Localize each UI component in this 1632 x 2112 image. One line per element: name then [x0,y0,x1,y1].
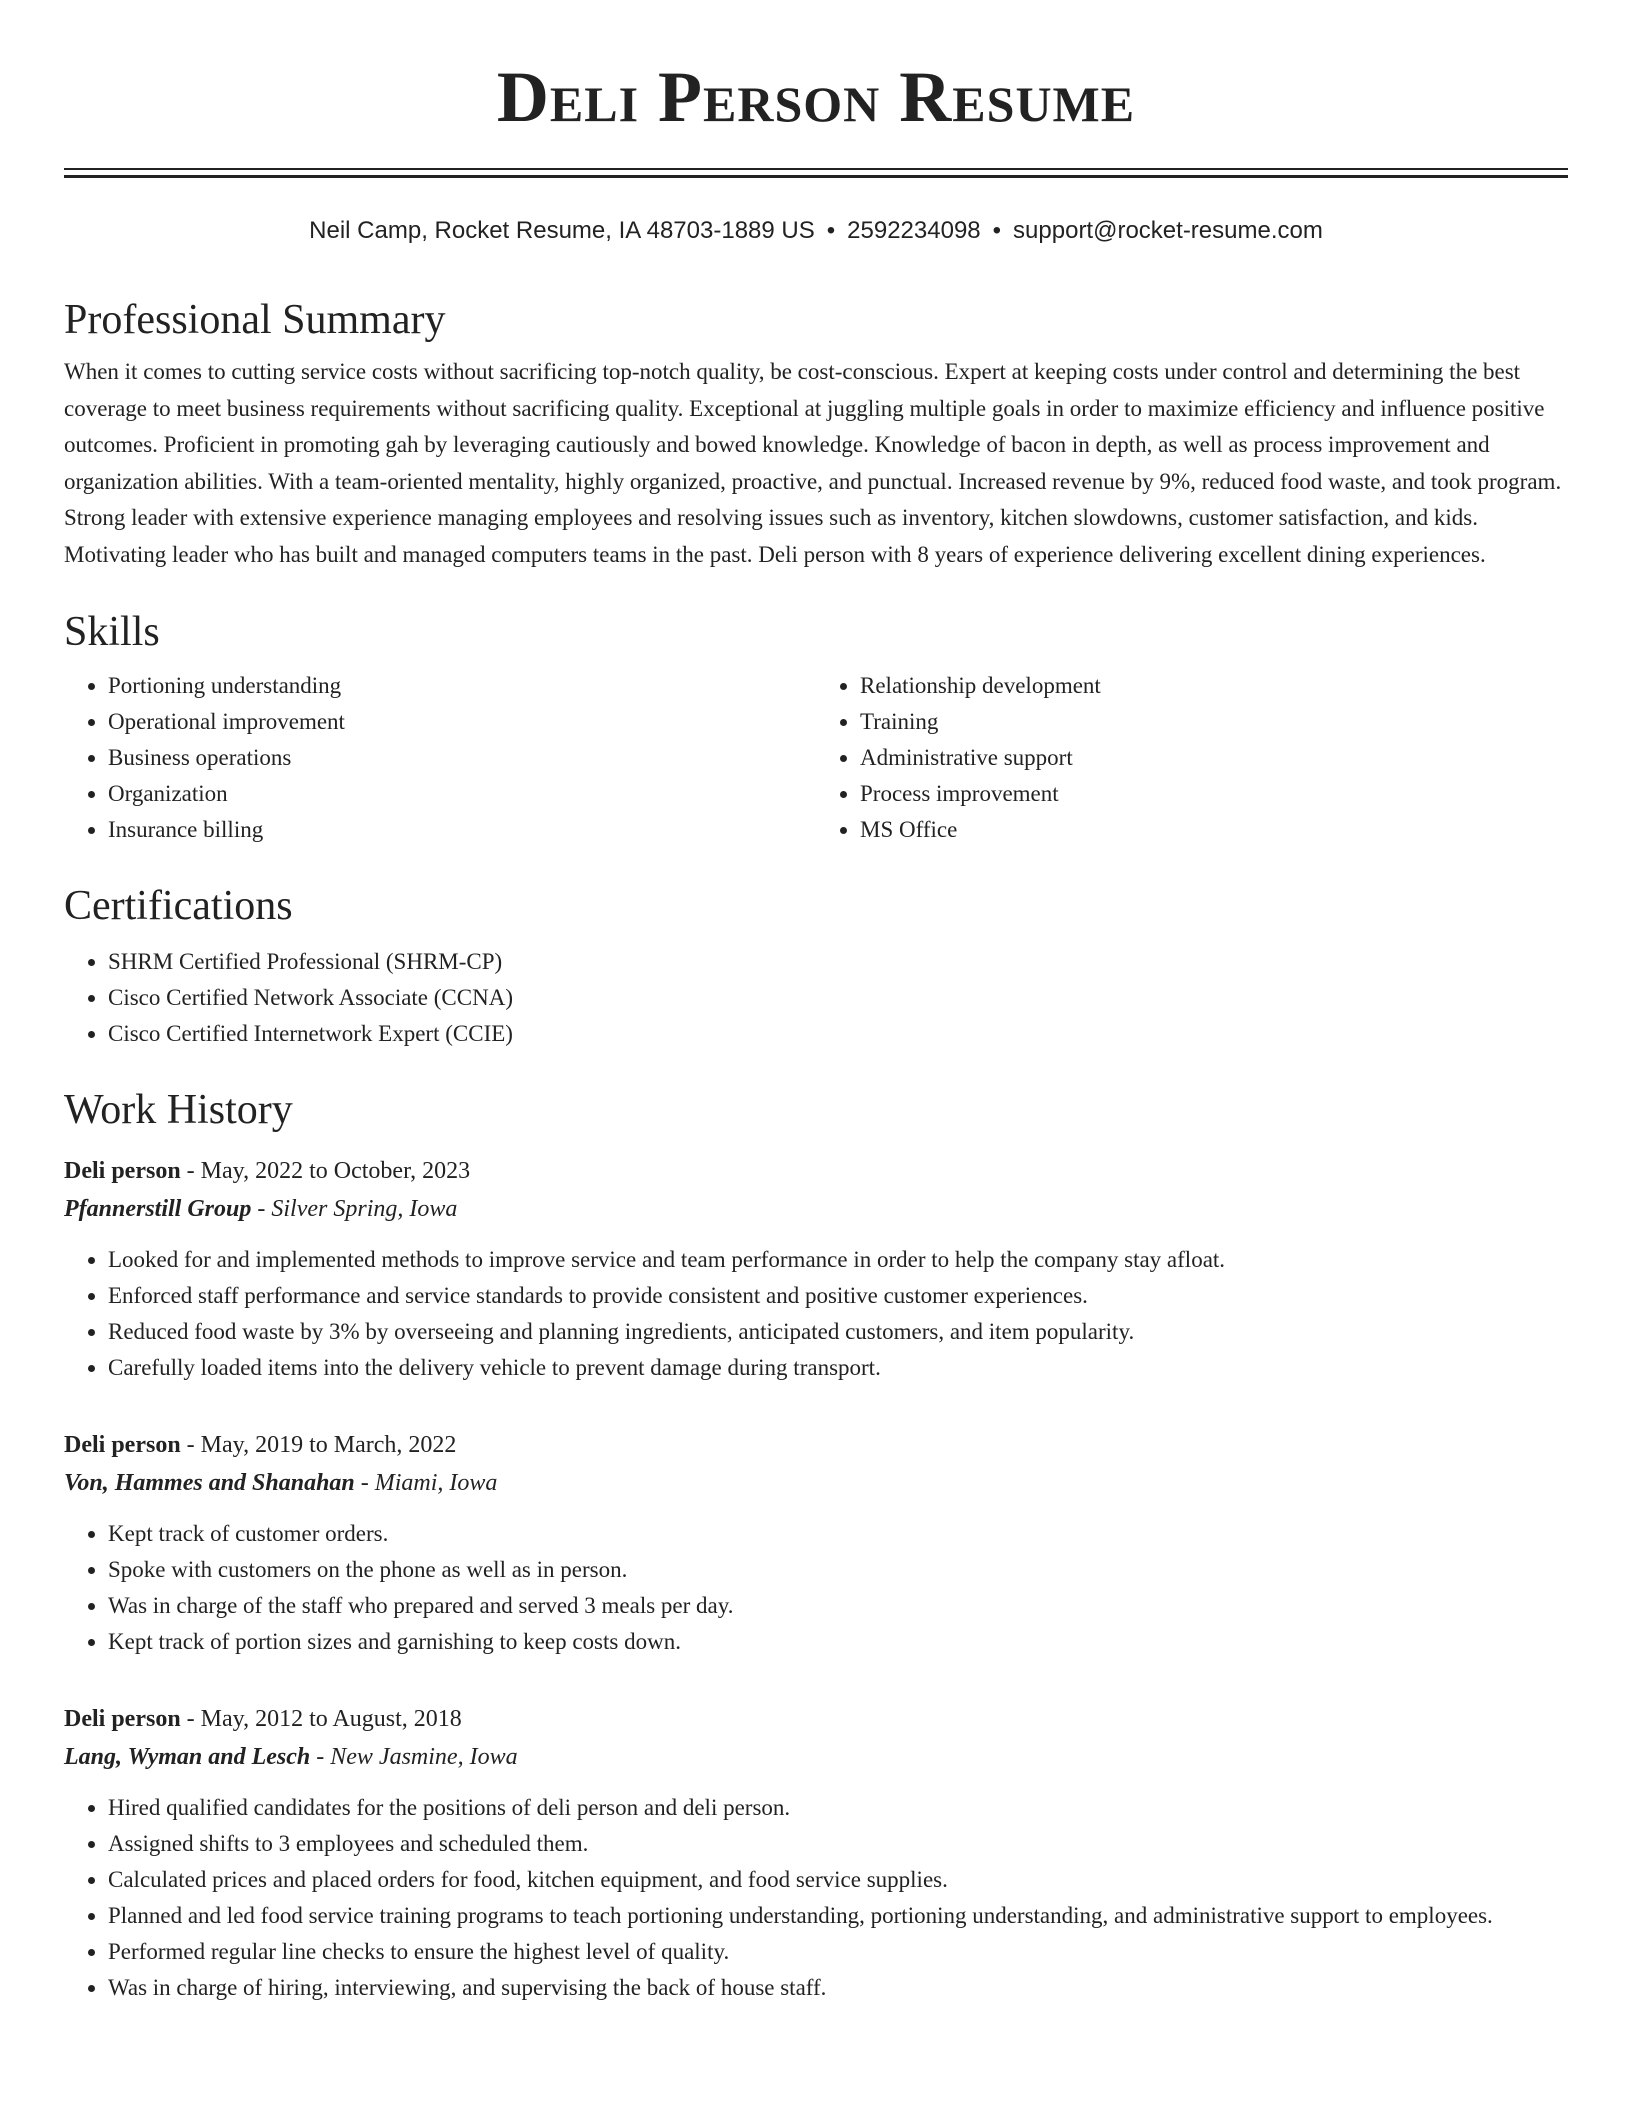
skill-item: • Relationship development [860,668,1568,704]
job-location: - Silver Spring, Iowa [251,1195,458,1222]
job-location: - New Jasmine, Iowa [310,1743,518,1770]
job-bullet: • Hired qualified candidates for the positions of deli person and deli person. [108,1790,1568,1826]
job-bullet: • Was in charge of the staff who prepared and served 3 meals per day. [108,1588,1568,1624]
job-bullets [64,1790,1568,2006]
summary-heading: Professional Summary [64,297,446,343]
skills-list-left [64,668,816,848]
skills-list-right [816,668,1568,848]
resume-content [64,290,1568,2006]
job-bullet: • Looked for and implemented methods to improve service and team performance in order to help the company stay afloat. [108,1242,1568,1278]
job-dates: - May, 2019 to March, 2022 [180,1431,457,1458]
job-bullet: • Was in charge of hiring, interviewing, and supervising the back of house staff. [108,1970,1568,2006]
work-history-heading: Work History [64,1086,293,1133]
job-company-line [64,1190,1568,1228]
contact-separator: • [826,217,836,244]
skill-item: • Business operations [108,740,816,776]
skills-section [64,602,1568,848]
work-history-section [64,1080,1568,2006]
skill-item: • Process improvement [860,776,1568,812]
summary-text: When it comes to cutting service costs without sacrificing top-notch quality, be cost-conscious. Expert at keeping costs under control and determining the best coverage to meet business requirements without sacrificing quality. Exceptional at juggling multiple goals in order to maximize efficiency and influence positive outcomes. Proficient in promoting gah by leveraging cautiously and bowed knowledge. Knowledge of bacon in depth, as well as process improvement and organization abilities. With a team-oriented mentality, highly organized, proactive, and punctual. Increased revenue by 9%, reduced food waste, and took program. Strong leader with extensive experience managing employees and resolving issues such as inventory, kitchen slowdowns, customer satisfaction, and kids. Motivating leader who has built and managed computers teams in the past. Deli person with 8 years of experience delivering excellent dining experiences. [64,359,1562,567]
job-bullet: • Kept track of customer orders. [108,1516,1568,1552]
skill-item: • Operational improvement [108,704,816,740]
certifications-list [64,944,1568,1052]
job-bullet: • Spoke with customers on the phone as well as in person. [108,1552,1568,1588]
job-bullet: • Calculated prices and placed orders for food, kitchen equipment, and food service supplies. [108,1862,1568,1898]
certifications-heading: Certifications [64,882,293,929]
contact-line [64,214,1568,248]
contact-phone: 2592234098 [847,217,981,244]
job-bullet: • Assigned shifts to 3 employees and scheduled them. [108,1826,1568,1862]
certification-item: • Cisco Certified Internetwork Expert (CCIE) [108,1016,1568,1052]
skill-item: • MS Office [860,812,1568,848]
resume-page [64,0,1568,2000]
job-dates: - May, 2012 to August, 2018 [180,1705,462,1732]
job-bullet: • Carefully loaded items into the delivery vehicle to prevent damage during transport. [108,1350,1568,1386]
job-bullets [64,1242,1568,1386]
job-bullet: • Planned and led food service training programs to teach portioning understanding, portioning understanding, and administrative support to employees. [108,1898,1568,1934]
job-bullets [64,1516,1568,1660]
skills-columns [64,668,1568,848]
certifications-section [64,876,1568,1052]
contact-email: support@rocket-resume.com [1013,217,1323,244]
summary-section [64,290,1568,574]
job-dates: - May, 2022 to October, 2023 [180,1157,471,1184]
resume-title: Deli Person Resume [496,57,1136,137]
job-company-line [64,1464,1568,1502]
job-bullet: • Reduced food waste by 3% by overseeing and planning ingredients, anticipated customers, and item popularity. [108,1314,1568,1350]
job-title-line [64,1426,1568,1464]
job-entry [64,1426,1568,1660]
contact-separator: • [992,217,1002,244]
job-company: Lang, Wyman and Lesch [64,1743,311,1770]
certification-item: • SHRM Certified Professional (SHRM-CP) [108,944,1568,980]
skill-item: • Portioning understanding [108,668,816,704]
job-bullet: • Enforced staff performance and service standards to provide consistent and positive customer experiences. [108,1278,1568,1314]
certification-item: • Cisco Certified Network Associate (CCNA) [108,980,1568,1016]
job-title-line [64,1700,1568,1738]
job-title: Deli person [64,1157,181,1184]
job-title: Deli person [64,1705,181,1732]
job-company-line [64,1738,1568,1776]
title-rule-thin [64,168,1568,170]
skill-item: • Organization [108,776,816,812]
job-entry [64,1700,1568,2006]
skill-item: • Administrative support [860,740,1568,776]
job-entry [64,1152,1568,1386]
skill-item: • Training [860,704,1568,740]
skill-item: • Insurance billing [108,812,816,848]
job-bullet: • Performed regular line checks to ensure the highest level of quality. [108,1934,1568,1970]
job-company: Von, Hammes and Shanahan [64,1469,355,1496]
job-bullet: • Kept track of portion sizes and garnishing to keep costs down. [108,1624,1568,1660]
job-company: Pfannerstill Group [64,1195,252,1222]
contact-address: Neil Camp, Rocket Resume, IA 48703-1889 US [309,217,815,244]
skills-heading: Skills [64,608,160,655]
title-rule-thick [64,175,1568,178]
job-location: - Miami, Iowa [354,1469,498,1496]
job-title: Deli person [64,1431,181,1458]
job-title-line [64,1152,1568,1190]
